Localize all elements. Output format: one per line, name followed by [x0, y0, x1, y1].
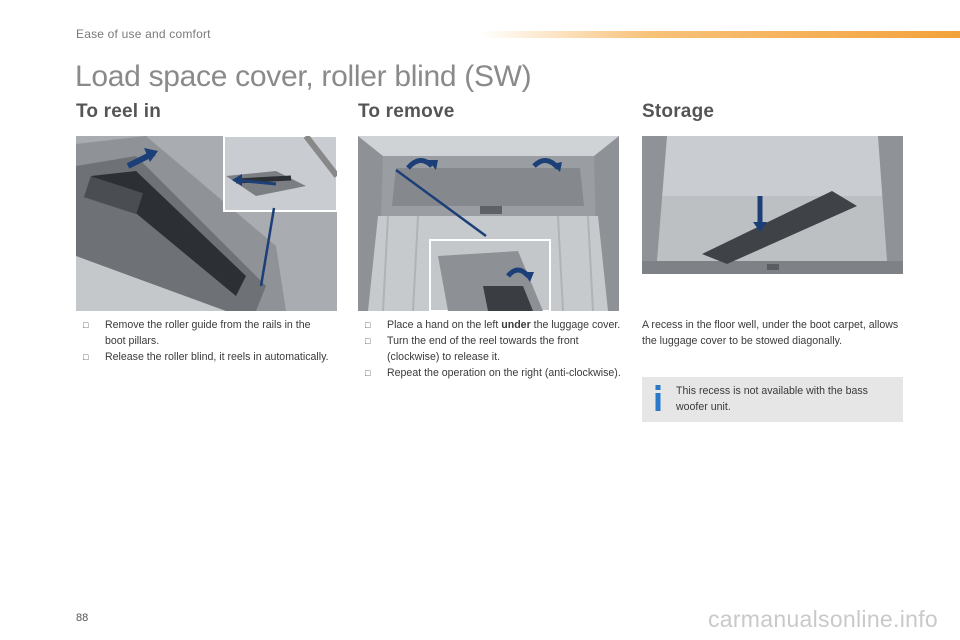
reel-in-illustration	[76, 136, 337, 311]
remove-steps	[365, 317, 621, 381]
info-icon	[655, 385, 661, 411]
reel-in-steps	[83, 317, 333, 365]
remove-illustration	[358, 136, 619, 311]
info-box	[642, 377, 903, 422]
section-label: Ease of use and comfort	[76, 27, 211, 41]
reel-in-heading: To reel in	[76, 101, 162, 122]
watermark: carmanualsonline.info	[707, 606, 938, 632]
page-number: 88	[76, 612, 89, 624]
remove-heading: To remove	[358, 101, 455, 122]
storage-description: A recess in the floor well, under the boot carpet, allows the luggage cover to be stowed diagonally.	[642, 319, 899, 347]
list-item: □ Place a hand on the left under the luggage cover.	[365, 319, 621, 331]
list-item: □ Turn the end of the reel towards the front (clockwise) to release it.	[365, 335, 579, 363]
info-text: This recess is not available with the bass woofer unit.	[676, 385, 868, 413]
page-title: Load space cover, roller blind (SW)	[75, 60, 532, 93]
list-item: □ Remove the roller guide from the rails in the boot pillars.	[83, 319, 311, 347]
storage-illustration	[642, 136, 903, 274]
storage-heading: Storage	[642, 101, 715, 122]
list-item: □ Repeat the operation on the right (anti-clockwise).	[365, 367, 621, 379]
accent-bar	[480, 31, 960, 38]
list-item: □ Release the roller blind, it reels in automatically.	[83, 351, 329, 363]
